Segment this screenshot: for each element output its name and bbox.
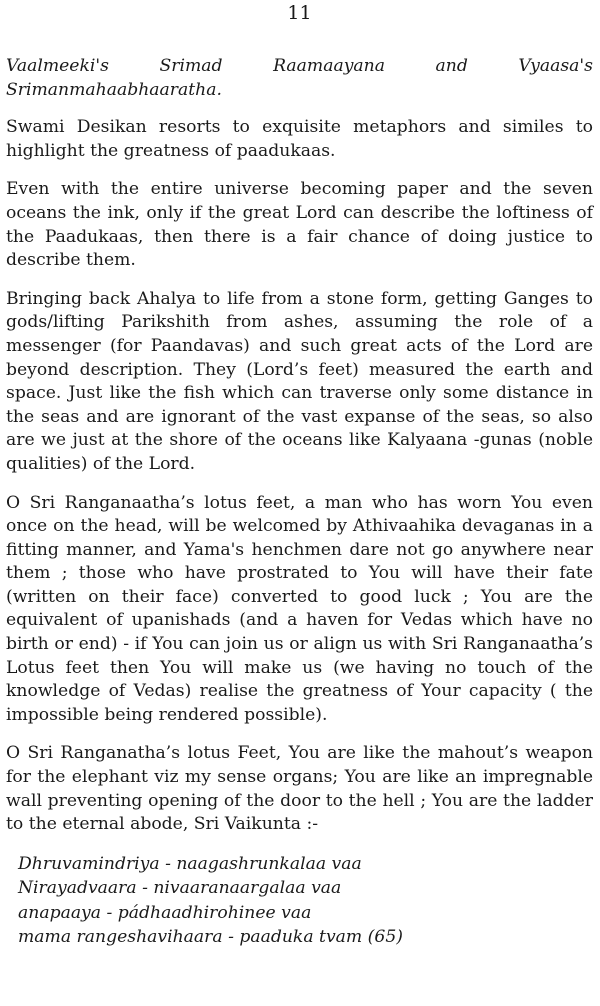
paragraph-great-acts: Bringing back Ahalya to life from a stone form, getting Ganges to gods/lifting Parikshith from ashes, assuming the role of a messenger (for Paandavas) and such great acts of the Lord are beyond description. They (Lord’s feet) measured the earth and space. Just like the fish which can traverse only some distance in the seas and are ignorant of the vast expanse of the seas, so also are we just at the shore of the oceans like Kalyaana -gunas (noble qualities) of the Lord.	[6, 288, 593, 474]
paragraph-mahout-weapon: O Sri Ranganatha’s lotus Feet, You are like the mahout’s weapon for the elephant viz my sense organs; You are like an impregnable wall preventing opening of the door to the hell ; You are the ladder to the eternal abode, Sri Vaikunta :-	[6, 743, 593, 835]
intro-word: Vaalmeeki's	[6, 56, 109, 76]
intro-word: Vyaasa's	[518, 56, 593, 76]
page-number: 11	[287, 2, 312, 24]
intro-line-2: Srimanmahaabhaaratha.	[6, 79, 222, 100]
paragraph-metaphors: Swami Desikan resorts to exquisite metaphors and similes to highlight the greatness of paadukaas.	[6, 117, 593, 161]
verse-line: mama rangeshavihaara - paaduka tvam (65)	[18, 927, 403, 948]
intro-paragraph	[6, 55, 593, 102]
paragraph-lotus-feet: O Sri Ranganaatha’s lotus feet, a man who has worn You even once on the head, will be welcomed by Athivaahika devaganas in a fitting manner, and Yama's henchmen dare not go anywhere near them ; those who have prostrated to You will have their fate (written on their face) converted to good luck ; You are the equivalent of upanishads (and a haven for Vedas which have no birth or end) - if You can join us or align us with Sri Ranganaatha’s Lotus feet then You will make us (we having no touch of the knowledge of Vedas) realise the greatness of Your capacity ( the impossible being rendered possible).	[6, 492, 593, 725]
paragraph-universe-paper: Even with the entire universe becoming paper and the seven oceans the ink, only if the great Lord can describe the loftiness of the Paadukaas, then there is a fair chance of doing justice to describe them.	[6, 179, 593, 271]
verse-block	[18, 852, 593, 950]
intro-word: Raamaayana	[273, 56, 385, 76]
verse-line: Dhruvamindriya - naagashrunkalaa vaa	[18, 853, 362, 874]
verse-line: Nirayadvaara - nivaaranaargalaa vaa	[18, 878, 342, 899]
intro-line-1	[6, 55, 593, 79]
intro-word: and	[435, 56, 468, 76]
verse-line: anapaaya - pádhaadhirohinee vaa	[18, 902, 312, 923]
intro-word: Srimad	[159, 56, 223, 76]
